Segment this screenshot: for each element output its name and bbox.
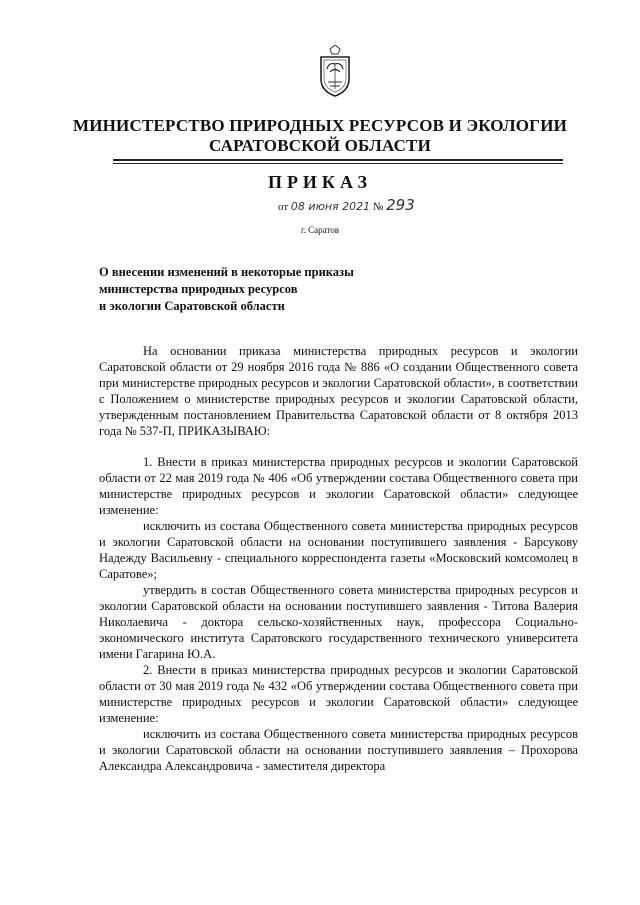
date-prefix: от — [278, 201, 289, 213]
body-paragraph: утвердить в состав Общественного совета министерства природных ресурсов и экологии Саратовской области на основании поступившего заявления - Титова Валерия Николаевича - доктора сельско-хозяйственных наук, профессора Социально-экономического института Саратовского государственного технического университета имени Гагарина Ю.А. — [99, 583, 578, 661]
subject-line: О внесении изменений в некоторые приказы — [99, 265, 354, 279]
header-rule-thick — [113, 159, 563, 161]
coat-of-arms-emblem — [318, 45, 352, 97]
order-subject — [99, 264, 354, 315]
body-paragraph: исключить из состава Общественного совета министерства природных ресурсов и экологии Саратовской области на основании поступившего заявления – Прохорова Александра Александровича - заместителя директора — [99, 727, 578, 773]
subject-line: министерства природных ресурсов — [99, 282, 298, 296]
header-rule-thin — [113, 163, 563, 164]
order-date-line — [278, 196, 415, 214]
ministry-name-line-1: МИНИСТЕРСТВО ПРИРОДНЫХ РЕСУРСОВ И ЭКОЛОГИИ — [72, 116, 568, 135]
body-paragraph: исключить из состава Общественного совета министерства природных ресурсов и экологии Саратовской области на основании поступившего заявления - Барсукову Надежду Васильевну - специального корреспондента газеты «Московский комсомолец в Саратове»; — [99, 519, 578, 581]
ministry-name-line-2: САРАТОВСКОЙ ОБЛАСТИ — [208, 136, 432, 155]
number-sign: № — [372, 201, 384, 213]
order-body — [99, 343, 578, 774]
body-paragraph: 2. Внести в приказ министерства природных ресурсов и экологии Саратовской области от 30 мая 2019 года № 432 «Об утверждении состава Общественного совета при министерстве природных ресурсов и экологии Саратовской области» следующее изменение: — [99, 663, 578, 725]
city-label: г. Саратов — [301, 225, 339, 235]
order-number-handwritten: 293 — [386, 196, 415, 214]
order-title: ПРИКАЗ — [267, 172, 373, 192]
body-paragraph: 1. Внести в приказ министерства природных ресурсов и экологии Саратовской области от 22 мая 2019 года № 406 «Об утверждении состава Общественного совета при министерстве природных ресурсов и экологии Саратовской области» следующее изменение: — [99, 455, 578, 517]
subject-line: и экологии Саратовской области — [99, 299, 285, 313]
order-date-handwritten: 08 июня 2021 — [290, 200, 371, 213]
body-paragraph: На основании приказа министерства природных ресурсов и экологии Саратовской области от 29 ноября 2016 года № 886 «О создании Общественного совета при министерстве природных ресурсов и экологии Саратовской области», в соответствии с Положением о министерстве природных ресурсов и экологии Саратовской области, утвержденным постановлением Правительства Саратовской области от 8 октября 2013 года № 537-П, ПРИКАЗЫВАЮ: — [99, 344, 578, 438]
